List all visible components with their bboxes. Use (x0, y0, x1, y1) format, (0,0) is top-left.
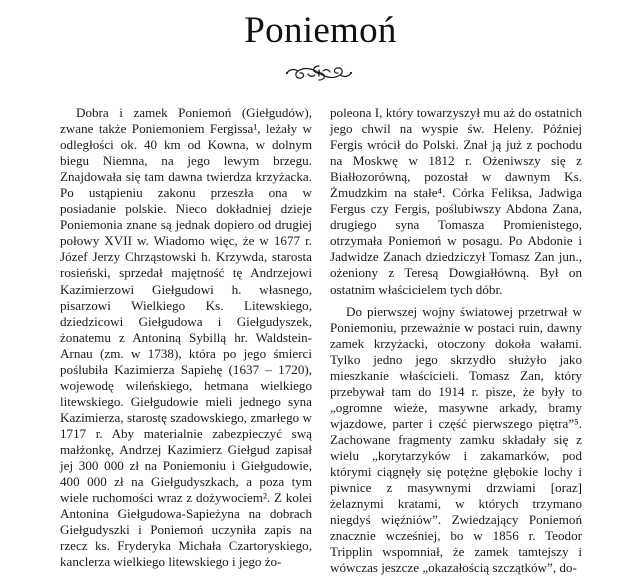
left-paragraph-1: Dobra i zamek Poniemoń (Giełgudów), zwane także Poniemoniem Fergissa¹, leżały w odległości ok. 40 km od Kowna, w dolnym biegu Niemna, na jego lewym brzegu. Znajdowała się tam dawna twierdza krzyżacka. Po ustąpieniu zakonu przeszła ona w posiadanie polskie. Nieco dokładniej dzieje Poniemonia znane są jednak dopiero od drugiej połowy XVII w. Wiadomo więc, że w 1677 r. Józef Jerzy Chrząstowski h. Krzywda, starosta rosieński, sprzedał majętność tę Andrzejowi Kazimierzowi Giełgudowi h. własnego, pisarzowi Wielkiego Ks. Litewskiego, dziedzicowi Giełgudowa i Giełgudyszek, żonatemu z Antoniną Sybillą hr. Waldstein-Arnau (zm. w 1738), która po jego śmierci poślubiła Kazimierza Sapiehę (1637 – 1720), wojewodę wileńskiego, hetmana wielkiego litewskiego. Giełgudowie mieli jednego syna Kazimierza, starostę szadowskiego, zmarłego w 1717 r. Aby materialnie zabezpieczyć swą małżonkę, Andrzej Kazimierz Giełgud zapisał jej 300 000 zł na Poniemoniu i Giełgudowie, 400 000 zł na Giełgudyszkach, a poza tym wiele ruchomości wraz z dożywociem². Z kolei Antonina Giełgudowa-Sapieżyna na dobrach Giełgudyszki i Poniemoń uczyniła zapis na rzecz ks. Fryderyka Michała Czartoryskiego, kanclerza wielkiego litewskiego i jego żo- (60, 105, 312, 570)
ornament-icon (284, 62, 354, 84)
left-column (60, 105, 312, 570)
right-column (330, 105, 582, 576)
right-paragraph-1: poleona I, który towarzyszył mu aż do ostatnich jego chwil na wyspie św. Heleny. Później Fergis wrócił do Polski. Znał ją już z pochodu na Moskwę w 1812 r. Ożeniwszy się z Białłozorówną, pozostał w dawnym Ks. Żmudzkim na stałe⁴. Córka Feliksa, Jadwiga Fergus czy Fergis, poślubiwszy Abdona Zana, drugiego syna Tomasza Promienistego, otrzymała Poniemoń w posagu. Po Abdonie i Jadwidze Zanach dziedziczył Tomasz Zan jun., ożeniony z Teresą Dowgiałłówną. Był on ostatnim właścicielem tych dóbr. (330, 105, 582, 297)
page-title: Poniemoń (244, 10, 397, 51)
right-paragraph-2: Do pierwszej wojny światowej przetrwał w Poniemoniu, przeważnie w postaci ruin, dawny zamek krzyżacki, otoczony dokoła wałami. Tylko jedno jego skrzydło służyło jako mieszkanie właścicieli. Tomasz Zan, który przebywał tam do 1914 r. pisze, że były to „ogromne wieże, masywne arkady, bramy wjazdowe, parter i część pierwszego piętra”⁵. Zachowane fragmenty zamku składały się z wielu „korytarzyków i zakamarków, pod którymi ciągnęły się potężne głębokie lochy i piwnice z masywnymi drzwiami [oraz] żelaznymi kratami, w których trzymano niegdyś więźniów”. Zwiedzający Poniemoń znacznie wcześniej, bo w 1856 r. Teodor Tripplin wspomniał, że zamek tamtejszy i wówczas jeszcze „okazałością szczątków”, do- (330, 303, 582, 576)
